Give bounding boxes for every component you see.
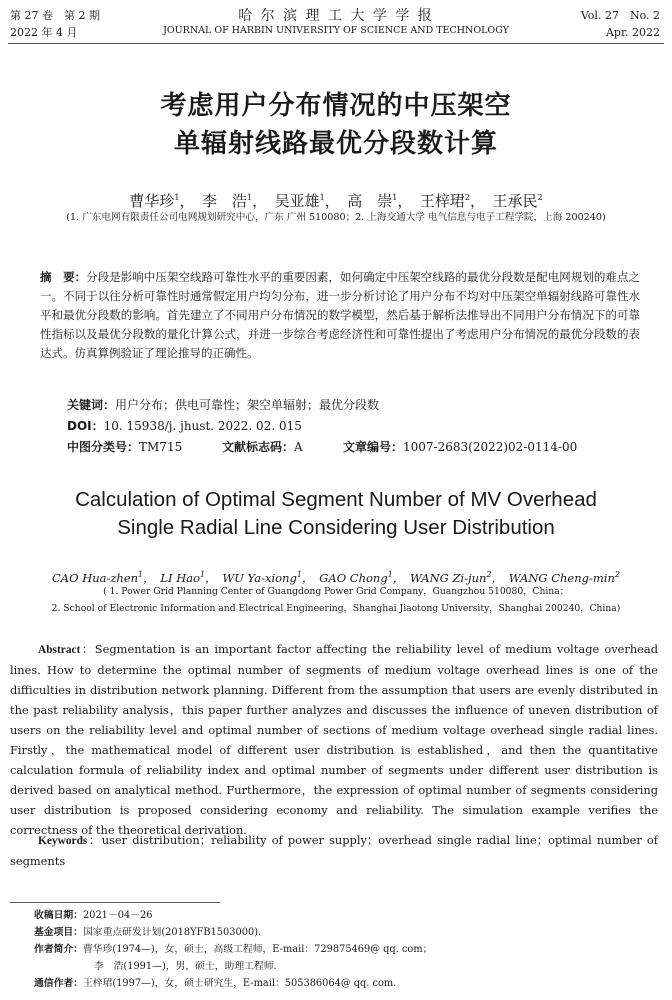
cn-author-affil-marker: 1 [319,193,325,202]
keywords-cn-text: 用户分布；供电可靠性；架空单辐射；最优分段数 [115,398,380,412]
abstract-en-label: Abstract [38,644,81,656]
keywords-en [10,830,658,871]
doi-label: DOI： [67,419,104,433]
article-number-value: 1007-2683(2022)02-0114-00 [403,440,578,454]
volume-issue-cn: 第 27 卷 第 2 期 [10,9,100,22]
header-rule [8,43,664,44]
author-bio-2: 李 浩(1991—)，男，硕士，助理工程师. [94,961,277,972]
doc-code [222,438,303,456]
en-author-affil-marker: 1 [387,570,393,579]
cn-author-separator: ， [397,192,420,210]
en-author-affil-marker: 1 [138,570,144,579]
doc-code-value: A [294,440,303,454]
fund-info [34,924,261,941]
journal-name-cn: 哈 尔 滨 理 工 大 学 学 报 [238,8,434,24]
classification-line [67,438,182,456]
en-author-affil-marker: 2 [614,570,620,579]
doi-value: 10. 15938/j. jhust. 2022. 02. 015 [103,419,302,433]
en-author-name: LI Hao [160,570,201,585]
cn-author-affil-marker: 2 [537,193,543,202]
cn-author-separator: ， [179,192,202,210]
cn-author-name: 李 浩 [202,192,248,210]
fund-label: 基金项目： [34,927,83,938]
corresponding-author [34,975,396,992]
title-cn-line1: 考虑用户分布情况的中压架空 [160,91,512,121]
affiliation-en-line2: 2. School of Electronic Information and Electrical Engineering，Shanghai Jiaotong University，Shanghai 200240，China) [51,603,621,614]
cn-author-name: 王承民 [492,192,538,210]
title-en-line1: Calculation of Optimal Segment Number of MV Overhead [75,488,597,511]
affiliation-cn: (1. 广东电网有限责任公司电网规划研究中心，广东 广州 510080；2. 上海交通大学 电气信息与电子工程学院，上海 200240) [66,212,606,223]
doi-line [67,417,302,435]
en-author-separator: ， [392,570,411,585]
cn-author-separator: ， [469,192,493,210]
cn-author-separator: ， [252,192,275,210]
clc-label: 中图分类号： [67,440,140,454]
keywords-cn-label: 关键词： [67,398,116,412]
en-author-separator: ， [301,570,320,585]
en-author-name: WANG Zi-jun [410,570,487,585]
journal-name-en: JOURNAL OF HARBIN UNIVERSITY OF SCIENCE AND TECHNOLOGY [163,25,509,36]
en-author-name: GAO Chong [319,570,388,585]
authors-en [0,567,672,586]
cn-author-name: 王梓珺 [419,192,465,210]
en-author-affil-marker: 2 [486,570,492,579]
received-value: 2021－04－26 [82,910,153,921]
affiliation-en-line1: ( 1. Power Grid Planning Center of Guangdong Power Grid Company，Guangzhou 510080，China； [103,586,569,597]
cn-author-affil-marker: 1 [174,193,180,202]
en-author-separator: ， [491,570,509,585]
keywords-en-text: ：user distribution；reliability of power supply；overhead single radial line；optimal number of segments [10,833,658,868]
en-author-name: WANG Cheng-min [508,570,615,585]
volume-issue-en: Vol. 27 No. 2 [580,9,660,22]
abstract-cn-text: 分段是影响中压架空线路可靠性水平的重要因素，如何确定中压架空线路的最优分段数是配电网规划的难点之一。不同于以往分析可靠性时通常假定用户均匀分布，进一步分析讨论了用户分布不均对中压架空单辐射线路可靠性水平和最优分段数的影响。首先建立了不同用户分布情况的数学模型，然后基于解析法推导出不同用户分布情况下的可靠性指标以及最优分段数的量化计算公式，并进一步综合考虑经济性和可靠性提出了考虑用户分布情况的最优分段数的表达式。仿真算例验证了理论推导的正确性。 [40,270,641,360]
date-cn: 2022 年 4 月 [10,26,78,39]
en-author-name: WU Ya-xiong [222,570,297,585]
en-author-name: CAO Hua-zhen [52,570,139,585]
en-author-separator: ， [143,570,161,585]
en-author-affil-marker: 1 [200,570,206,579]
author-bio [34,941,432,958]
article-number-label: 文章编号： [343,440,404,454]
bio-value-1: 曹华珍(1974—)，女，硕士，高级工程师，E-mail：729875469@ qq. com； [82,944,433,955]
title-en-line2: Single Radial Line Considering User Distribution [117,516,555,539]
abstract-en-text: ：Segmentation is an important factor affecting the reliability level of medium voltage overhead lines. How to determine the optimal number of segments of medium voltage overhead lines is one of the difficulties in distribution network planning. Different from the assumption that users are evenly distributed in the past reliability analysis，this paper further analyzes and discusses the influence of uneven distribution of users on the reliability level and optimal number of sections of medium voltage overhead single radial lines. Firstly，the mathematical model of different user distribution is established，and then the quantitative calculation formula of reliability index and optimal number of segments under different user distribution is derived based on analytical method. Furthermore，the expression of optimal number of segments considering user distribution is proposed considering economy and reliability. The simulation example verifies the correctness of the theoretical derivation. [10,642,658,837]
en-author-separator: ， [205,570,223,585]
corr-label: 通信作者： [34,978,83,989]
cn-author-name: 高 崇 [347,192,393,210]
cn-author-name: 曹华珍 [129,192,175,210]
title-cn-line2: 单辐射线路最优分段数计算 [173,129,498,159]
date-en: Apr. 2022 [605,26,660,39]
keywords-cn [67,396,379,414]
clc-value: TM715 [139,440,183,454]
abstract-cn [40,268,640,363]
bio-label: 作者简介： [34,944,83,955]
cn-author-affil-marker: 1 [392,193,398,202]
cn-author-separator: ， [324,192,348,210]
doc-code-label: 文献标志码： [222,440,295,454]
abstract-en [10,639,658,840]
abstract-cn-label: 摘 要： [40,270,87,284]
article-number [343,438,577,456]
cn-author-name: 吴亚雄 [274,192,320,210]
corr-value: 王梓珺(1997—)，女，硕士研究生，E-mail：505386064@ qq. com. [82,978,397,989]
cn-author-affil-marker: 1 [247,193,253,202]
authors-cn [0,188,672,211]
received-label: 收稿日期： [34,910,83,921]
en-author-affil-marker: 1 [296,570,302,579]
received-date [34,907,152,924]
footnote-rule [10,902,220,903]
fund-value: 国家重点研发计划(2018YFB1503000). [82,927,262,938]
keywords-en-label: Keywords [38,835,88,847]
cn-author-affil-marker: 2 [464,193,470,202]
